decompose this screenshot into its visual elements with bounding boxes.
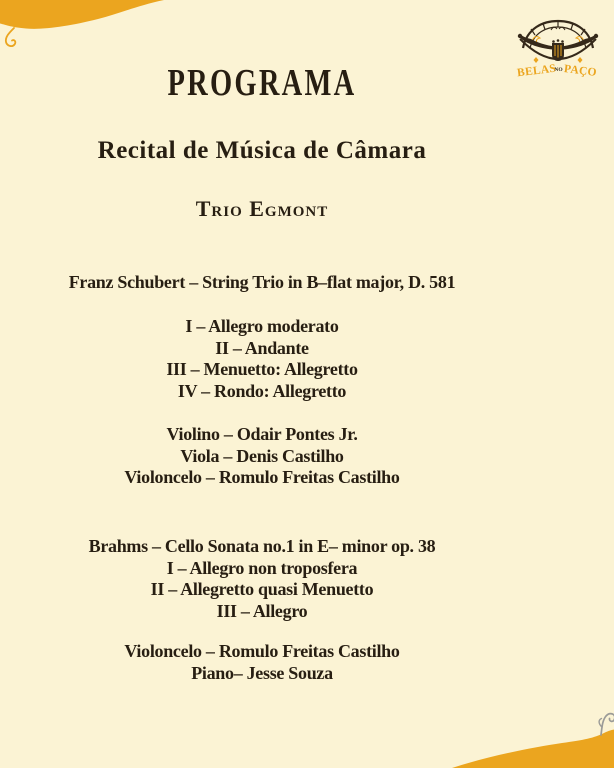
logo-text-no: NO [554, 67, 563, 73]
piece2-section [0, 536, 524, 622]
logo-text-paco: PAÇO [563, 63, 598, 79]
ensemble-name: Trio Egmont [195, 196, 329, 221]
performer-line: Viola – Denis Castilho [180, 445, 344, 466]
movement-line: I – Allegro moderato [185, 316, 339, 336]
movement-line: III – Menuetto: Allegretto [166, 359, 358, 379]
movement-line: IV – Rondo: Allegretto [177, 380, 347, 401]
piece2-performers-list [0, 641, 524, 684]
movement-line: II – Allegretto quasi Menuetto [150, 579, 374, 599]
piece1-performers-list [0, 424, 524, 489]
movement-line: III – Allegro [216, 600, 308, 621]
recital-subtitle: Recital de Música de Câmara [97, 137, 427, 164]
performer-line: Violino – Odair Pontes Jr. [166, 424, 358, 444]
piece-title: Brahms – Cello Sonata no.1 in E– minor op. 38 [88, 536, 436, 556]
performer-line: Piano– Jesse Souza [191, 662, 333, 683]
gray-small-curl-icon [599, 719, 602, 728]
performer-line: Violoncelo – Romulo Freitas Castilho [124, 641, 400, 661]
piece-title: Franz Schubert – String Trio in B–flat major, D. 581 [68, 272, 456, 292]
movement-line: II – Andante [215, 337, 309, 358]
logo-text-belas: BELAS [516, 62, 557, 80]
movement-line: I – Allegro non troposfera [166, 557, 358, 578]
page-title: PROGRAMA [167, 62, 357, 104]
piece1-movements-list [0, 316, 524, 402]
performer-line: Violoncelo – Romulo Freitas Castilho [124, 467, 400, 487]
logo-lyre-crown [552, 39, 564, 43]
logo-right-horn-curl [594, 34, 598, 38]
